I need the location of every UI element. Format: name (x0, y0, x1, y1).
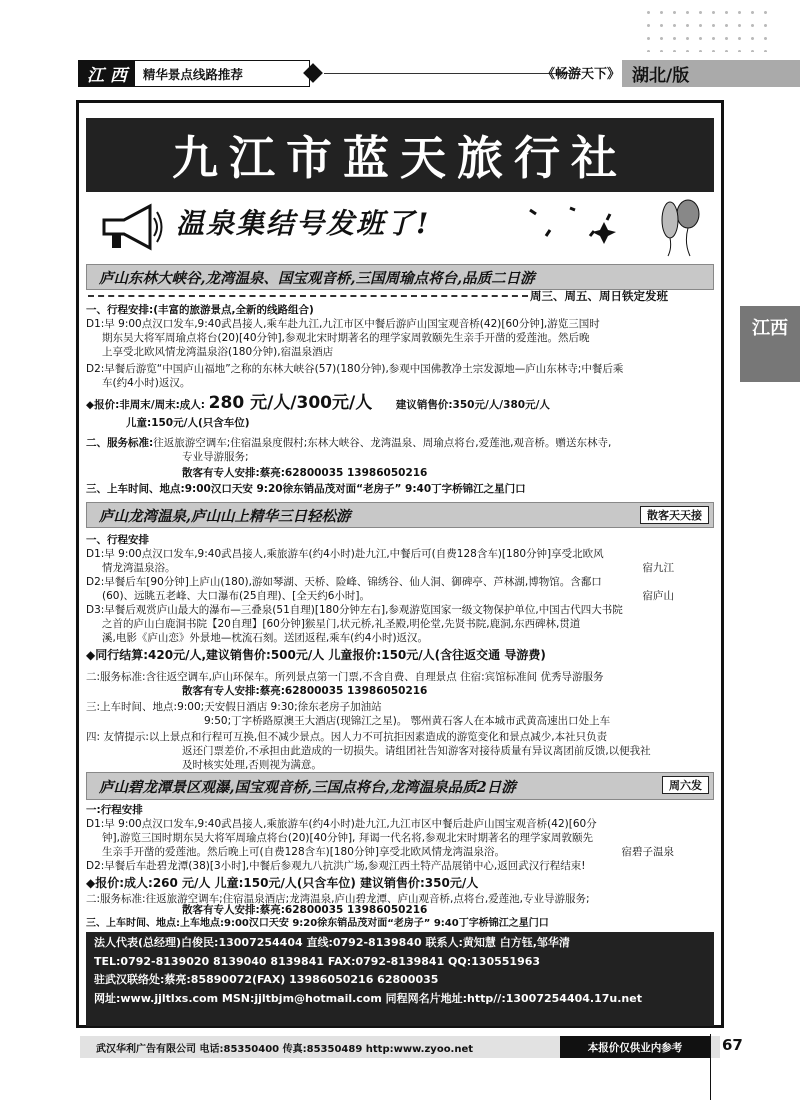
header-brand: 江 西 (79, 61, 135, 86)
route2-day3-cont: 之首的庐山白鹿洞书院【20自理】[60分钟]猴星门,状元桥,礼圣殿,明伦堂,先贤书院,鹿洞,东西碑林,贯道 (102, 618, 581, 630)
slogan: 温泉集结号发班了! (176, 207, 431, 240)
route3-price: ◆报价:成人:260 元/人 儿童:150元/人(只含车位) 建议销售价:350元/人 (86, 876, 479, 890)
route3-day1-stay: 宿碧子温泉 (621, 846, 674, 858)
route3-service: 二:服务标准:往返旅游空调车;住宿温泉酒店;龙湾温泉,庐山碧龙潭、庐山观音桥,点将台,爱莲池,专业导游服务; (86, 893, 590, 905)
route2-pickup: 三:上车时间、地点:9:00;天安假日酒店 9:30;徐东老房子加油站 (86, 701, 382, 713)
route1-day1-cont: 期东吴大将军周瑜点将台(20)[40分钟],参观北宋时期著名的理学家周敦颐先生亲手开凿的爱莲池。然后晚 (102, 332, 590, 344)
route1-service-label: 二、服务标准: (86, 437, 154, 449)
route2-title-text: 庐山龙湾温泉,庐山山上精华三日轻松游 (99, 507, 351, 525)
route2-schedule-heading: 一、行程安排 (86, 534, 149, 546)
route2-day1-stay: 宿九江 (642, 562, 674, 574)
route1-day1-cont2: 上享受北欧风情龙湾温泉浴(180分钟),宿温泉酒店 (102, 346, 334, 358)
route3-day2: D2:早餐后车赴碧龙潭(38)[3小时],中餐后参观九八抗洪广场,参观江西土特产品展销中心,返回武汉行程结束! (86, 860, 586, 872)
contact-box (86, 932, 714, 1026)
route2-day1: D1:早 9:00点汉口发车,9:40武昌接人,乘旅游车(约4小时)赴九江,中餐后可(自费128含车)[180分钟]享受北欧风 (86, 548, 604, 560)
route3-day1: D1:早 9:00点汉口发车,9:40武昌接人,乘旅游车(约4小时)赴九江,九江市区中餐后赴庐山国宝观音桥(42)[60分 (86, 818, 597, 830)
route2-notice-cont2: 及时核实处理,否则视为满意。 (182, 759, 322, 771)
route2-day1-text: 情龙湾温泉浴。 (102, 562, 176, 574)
footer-divider (710, 1034, 711, 1100)
balloon-icon (640, 198, 710, 258)
route2-contact: 散客有专人安排:蔡亮:62800035 13986050216 (182, 685, 428, 697)
route1-service-row (86, 436, 714, 450)
route1-price-child: 儿童:150元/人(只含车位) (126, 417, 250, 429)
route1-service-cont: 专业导游服务; (182, 451, 249, 463)
route3-day1-cont2 (86, 845, 714, 859)
route1-departure: 周三、周五、周日铁定发班 (530, 289, 668, 303)
route2-notice-cont: 返还门票差价,不承担由此造成的一切损失。请组团社告知游客对接待质量有异议离团前反馈,以便我社 (182, 745, 651, 757)
route3-title-text: 庐山碧龙潭景区观瀑,国宝观音桥,三国点将台,龙湾温泉品质2日游 (99, 778, 516, 796)
route3-schedule-heading: 一:行程安排 (86, 804, 143, 816)
route2-service: 二:服务标准:含往返空调车,庐山环保车。所列景点第一门票,不含自费、自理景点 住宿:宾馆标准间 优秀导游服务 (86, 671, 604, 683)
footer-note: 本报价仅供业内参考 (560, 1036, 710, 1058)
contact-line-3: 驻武汉联络处:蔡亮:85890072(FAX) 13986050216 62800035 (94, 973, 439, 986)
decorative-dots (642, 6, 772, 52)
route2-badge: 散客天天接 (640, 506, 709, 524)
header-edition: 湖北/版 (622, 60, 800, 87)
route2-notice: 四: 友情提示:以上景点和行程可互换,但不减少景点。因人力不可抗拒因素造成的游览变化和景点减少,本社只负责 (86, 731, 608, 743)
route1-day2-cont: 车(约4小时)返汉。 (102, 377, 191, 389)
route1-day1: D1:早 9:00点汉口发车,9:40武昌接人,乘车赴九江,九江市区中餐后游庐山国宝观音桥(42)[60分钟],游览三国时 (86, 318, 600, 330)
route2-day1-cont (86, 561, 714, 575)
route3-day1-text: 生亲手开凿的爱莲池。然后晚上可(自费128含车)[180分钟]享受北欧风情龙湾温泉浴。 (102, 846, 505, 858)
page-number: 67 (722, 1036, 743, 1054)
route3-title (86, 772, 714, 800)
route1-price-adult: 280 元/人/300元/人 (208, 393, 373, 413)
page-header (78, 60, 800, 87)
route2-price: ◆同行结算:420元/人,建议销售价:500元/人 儿童报价:150元/人(含往返交通 导游费) (86, 648, 546, 662)
route3-pickup: 三、上车时间、地点:上车地点:9:00汉口天安 9:20徐东销品茂对面“老房子” 9:40丁字桥锦江之星门口 (86, 918, 549, 929)
route2-day2-stay: 宿庐山 (642, 590, 674, 602)
footer-bar: 武汉华利广告有限公司 电话:85350400 传真:85350489 http:www.zyoo.net (80, 1036, 720, 1058)
header-column: 《畅游天下》 (541, 67, 620, 82)
route3-badge: 周六发 (662, 776, 709, 794)
side-tab: 江西 (740, 306, 800, 382)
route1-title (86, 264, 714, 290)
confetti-icon (520, 200, 630, 256)
route1-schedule-heading: 一、行程安排:(丰富的旅游景点,全新的线路组合) (86, 304, 314, 316)
route2-day2-text: (60)、远眺五老峰、大口瀑布(25自理)、[全天约6小时]。 (102, 590, 370, 602)
slogan-row (90, 198, 710, 258)
route1-title-text: 庐山东林大峡谷,龙湾温泉、国宝观音桥,三国周瑜点将台,品质二日游 (99, 269, 535, 287)
contact-line-1: 法人代表(总经理)白俊民:13007254404 直线:0792-8139840 联系人:黄知慧 白方钰,邹华清 (94, 936, 570, 949)
route1-day2: D2:早餐后游览“中国庐山福地”之称的东林大峡谷(57)(180分钟),参观中国佛教净土宗发源地—庐山东林寺;中餐后乘 (86, 363, 624, 375)
contact-line-4: 网址:www.jjltlxs.com MSN:jjltbjm@hotmail.com 同程网名片地址:http//:13007254404.17u.net (94, 991, 642, 1005)
route1-price-suggest: 建议销售价:350元/人/380元/人 (395, 399, 550, 411)
route1-contact: 散客有专人安排:蔡亮:62800035 13986050216 (182, 467, 428, 479)
dashed-rule (88, 295, 528, 297)
route2-day2: D2:早餐后车[90分钟]上庐山(180),游如琴湖、天桥、险峰、锦绣谷、仙人洞、御碑亭、芦林湖,博物馆。含鄱口 (86, 576, 602, 588)
route1-price-label: ◆报价:非周末/周末:成人: (86, 399, 206, 411)
route2-pickup-cont: 9:50;丁字桥路原澳王大酒店(现锦江之星)。 鄂州黄石客人在本城市武黄高速出口处上车 (204, 715, 611, 727)
route1-price-row (86, 393, 714, 413)
header-label (78, 60, 310, 87)
route3-day1-cont: 钟],游览三国时期东吴大将军周瑜点将台(20)[40分钟], 拜谒一代名将,参观北宋时期著名的理学家周敦颐先 (102, 832, 594, 844)
route2-day3-cont2: 溪,电影《庐山恋》外景地—枕流石刻。送团返程,乘车(约4小时)返汉。 (102, 632, 429, 644)
route2-day3: D3:早餐后观赏庐山最大的瀑布—三叠泉(51自理)[180分钟左右],参观游览国家一级文物保护单位,中国古代四大书院 (86, 604, 623, 616)
megaphone-icon (98, 202, 164, 252)
route1-service: 往返旅游空调车;住宿温泉度假村;东林大峡谷、龙湾温泉、周瑜点将台,爱莲池,观音桥。赠送东林寺, (153, 437, 612, 449)
agency-title: 九江市蓝天旅行社 (86, 118, 714, 192)
route1-pickup: 三、上车时间、地点:9:00汉口天安 9:20徐东销品茂对面“老房子” 9:40丁字桥锦江之星门口 (86, 483, 526, 495)
header-subtitle: 精华景点线路推荐 (142, 66, 243, 82)
route3-contact: 散客有专人安排:蔡亮:62800035 13986050216 (182, 904, 428, 916)
route2-day2-cont (86, 589, 714, 603)
route2-title (86, 502, 714, 528)
contact-line-2: TEL:0792-8139020 8139040 8139841 FAX:0792-8139841 QQ:130551963 (94, 954, 541, 968)
